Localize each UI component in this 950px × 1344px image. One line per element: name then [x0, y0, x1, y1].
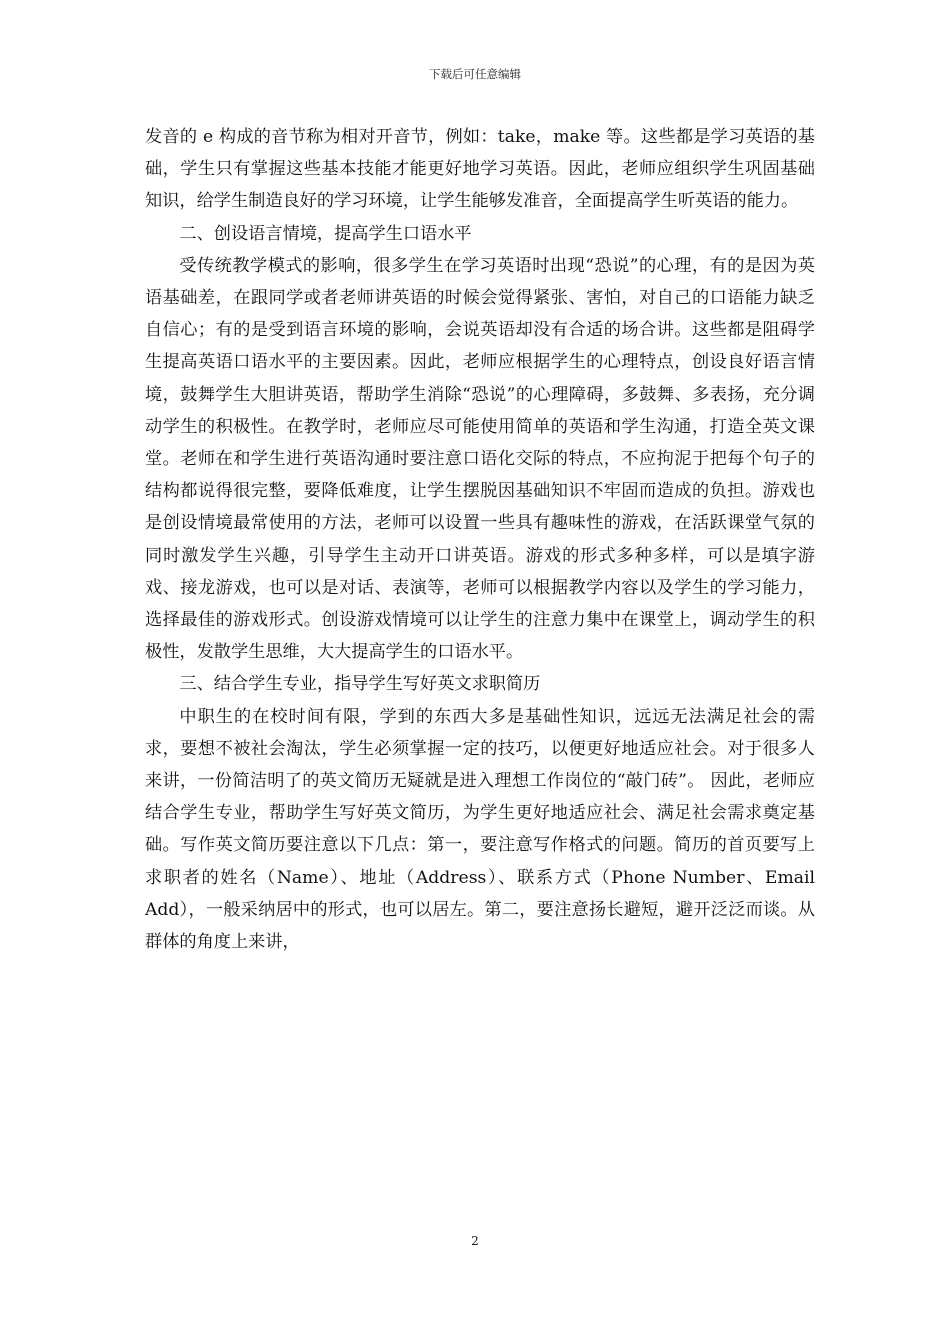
- section-heading-3: 三、结合学生专业，指导学生写好英文求职简历: [179, 674, 541, 695]
- page-number: 2: [471, 1234, 479, 1248]
- paragraph-body: 受传统教学模式的影响，很多学生在学习英语时出现“恐说”的心理，有的是因为英语基础差，在跟同学或者老师讲英语的时候会觉得紧张、害怕，对自己的口语能力缺乏自信心；有的是受到语言环境的影响，会说英语却没有合适的场合讲。这些都是阻碍学生提高英语口语水平的主要因素。因此，老师应根据学生的心理特点，创设良好语言情境，鼓舞学生大胆讲英语，帮助学生消除“恐说”的心理障碍，多鼓舞、多表扬，充分调动学生的积极性。在教学时，老师应尽可能使用简单的英语和学生沟通，打造全英文课堂。老师在和学生进行英语沟通时要注意口语化交际的特点，不应拘泥于把每个句子的结构都说得很完整，要降低难度，让学生摆脱因基础知识不牢固而造成的负担。游戏也是创设情境最常使用的方法，老师可以设置一些具有趣味性的游戏，在活跃课堂气氛的同时激发学生兴趣，引导学生主动开口讲英语。游戏的形式多种多样，可以是填字游戏、接龙游戏，也可以是对话、表演等，老师可以根据教学内容以及学生的学习能力，选择最佳的游戏形式。创设游戏情境可以让学生的注意力集中在课堂上，调动学生的积极性，发散学生思维，大大提高学生的口语水平。: [145, 255, 815, 663]
- paragraph-continuation: 发音的 e 构成的音节称为相对开音节，例如：take，make 等。这些都是学习英语的基础，学生只有掌握这些基本技能才能更好地学习英语。因此，老师应组织学生巩固基础知识，给学生制造良好的学习环境，让学生能够发准音，全面提高学生听英语的能力。: [145, 127, 815, 212]
- paragraph-body: 中职生的在校时间有限，学到的东西大多是基础性知识，远远无法满足社会的需求，要想不被社会淘汰，学生必须掌握一定的技巧，以便更好地适应社会。对于很多人来讲，一份简洁明了的英文简历无疑就是进入理想工作岗位的“敲门砖”。 因此，老师应结合学生专业，帮助学生写好英文简历，为学生更好地适应社会、满足社会需求奠定基础。写作英文简历要注意以下几点：第一，要注意写作格式的问题。简历的首页要写上求职者的姓名（Name）、地址（Address）、联系方式（Phone Number、Email Add），一般采纳居中的形式，也可以居左。第二，要注意扬长避短，避开泛泛而谈。从群体的角度上来讲，: [145, 706, 815, 953]
- page-header: 下载后可任意编辑: [429, 67, 521, 81]
- section-heading-2: 二、创设语言情境，提高学生口语水平: [179, 223, 472, 244]
- document-body: [145, 121, 815, 958]
